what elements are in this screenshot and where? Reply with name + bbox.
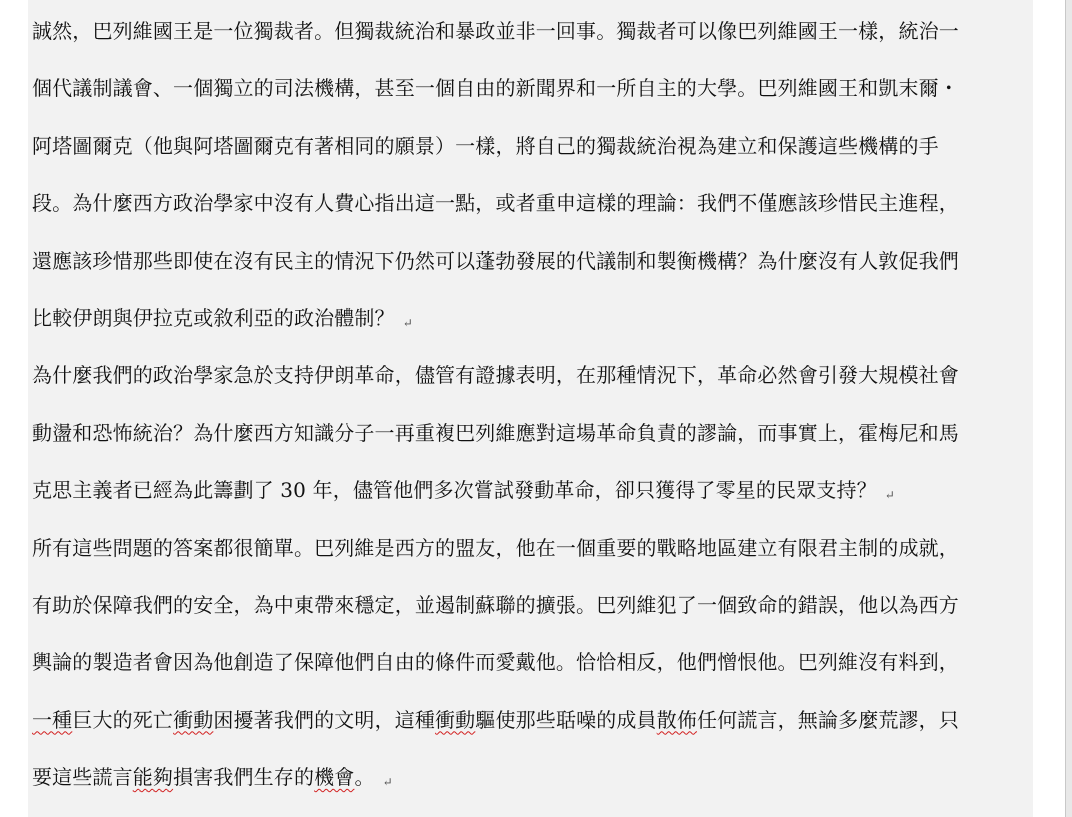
line-text: 還應該珍惜那些即使在沒有民主的情況下仍然可以蓬勃發展的代議制和製衡機構？為什麼沒有人敦促我們: [32, 248, 959, 273]
line-text: 為什麼我們的政治學家急於支持伊朗革命，儘管有證據表明，在那種情況下，革命必然會引發大規模社會: [32, 363, 959, 388]
paragraph-mark-icon: ↵: [382, 775, 393, 790]
text-line: [32, 65, 1032, 122]
text-line: [32, 8, 1032, 65]
text-line: [32, 295, 1032, 352]
text-line: [32, 238, 1032, 295]
text-line: [32, 123, 1032, 180]
text-line: [32, 352, 1032, 409]
spellcheck-underline: 能夠: [132, 765, 174, 790]
line-text: 有助於保障我們的安全，為中東帶來穩定，並遏制蘇聯的擴張。巴列維犯了一個致命的錯誤，他以為西方: [32, 592, 959, 617]
spellcheck-underline: 衝動: [435, 707, 476, 732]
text-line: [32, 410, 1032, 467]
line-text: 比較伊朗與伊拉克或敘利亞的政治體制？: [32, 305, 395, 330]
paragraph-mark-icon: ↵: [884, 488, 895, 503]
text-line: [32, 639, 1032, 696]
text-line: [32, 525, 1032, 582]
line-text: 輿論的製造者會因為他創造了保障他們自由的條件而愛戴他。恰恰相反，他們憎恨他。巴列維沒有料到，: [32, 650, 959, 675]
text-line: [32, 697, 1032, 754]
paragraph-mark-icon: ↵: [402, 315, 413, 330]
line-text: 段。為什麼西方政治學家中沒有人費心指出這一點，或者重申這樣的理論：我們不僅應該珍惜民主進程，: [32, 191, 959, 216]
spellcheck-underline: 衝動: [173, 707, 214, 732]
line-text: 克思主義者已經為此籌劃了 30 年，儘管他們多次嘗試發動革命，卻只獲得了零星的民眾支持？: [32, 478, 877, 503]
spellcheck-underline: 一種: [32, 707, 73, 732]
text-line: [32, 467, 1032, 524]
text-line: [32, 754, 1032, 811]
document-body[interactable]: [32, 8, 1032, 811]
line-text: 誠然，巴列維國王是一位獨裁者。但獨裁統治和暴政並非一回事。獨裁者可以像巴列維國王一樣，統治一: [32, 19, 959, 43]
spellcheck-underline: 機會: [314, 765, 355, 790]
line-text: 動盪和恐怖統治？為什麼西方知識分子一再重複巴列維應對這場革命負責的謬論，而事實上，霍梅尼和馬: [32, 420, 959, 445]
text-line: [32, 582, 1032, 639]
line-text: 個代議制議會、一個獨立的司法機構，甚至一個自由的新聞界和一所自主的大學。巴列維國王和凱末爾・: [32, 76, 959, 101]
line-text: 所有這些問題的答案都很簡單。巴列維是西方的盟友，他在一個重要的戰略地區建立有限君主制的成就，: [32, 535, 959, 560]
spellcheck-underline: 散佈: [656, 707, 698, 732]
text-line: [32, 180, 1032, 237]
line-text: 一種巨大的死亡衝動困擾著我們的文明，這種衝動驅使那些聒噪的成員散佈任何謊言，無論多麼荒謬，只: [32, 707, 959, 732]
line-text: 要這些謊言能夠損害我們生存的機會。: [32, 765, 375, 790]
line-text: 阿塔圖爾克（他與阿塔圖爾克有著相同的願景）一樣，將自己的獨裁統治視為建立和保護這些機構的手: [32, 133, 939, 158]
